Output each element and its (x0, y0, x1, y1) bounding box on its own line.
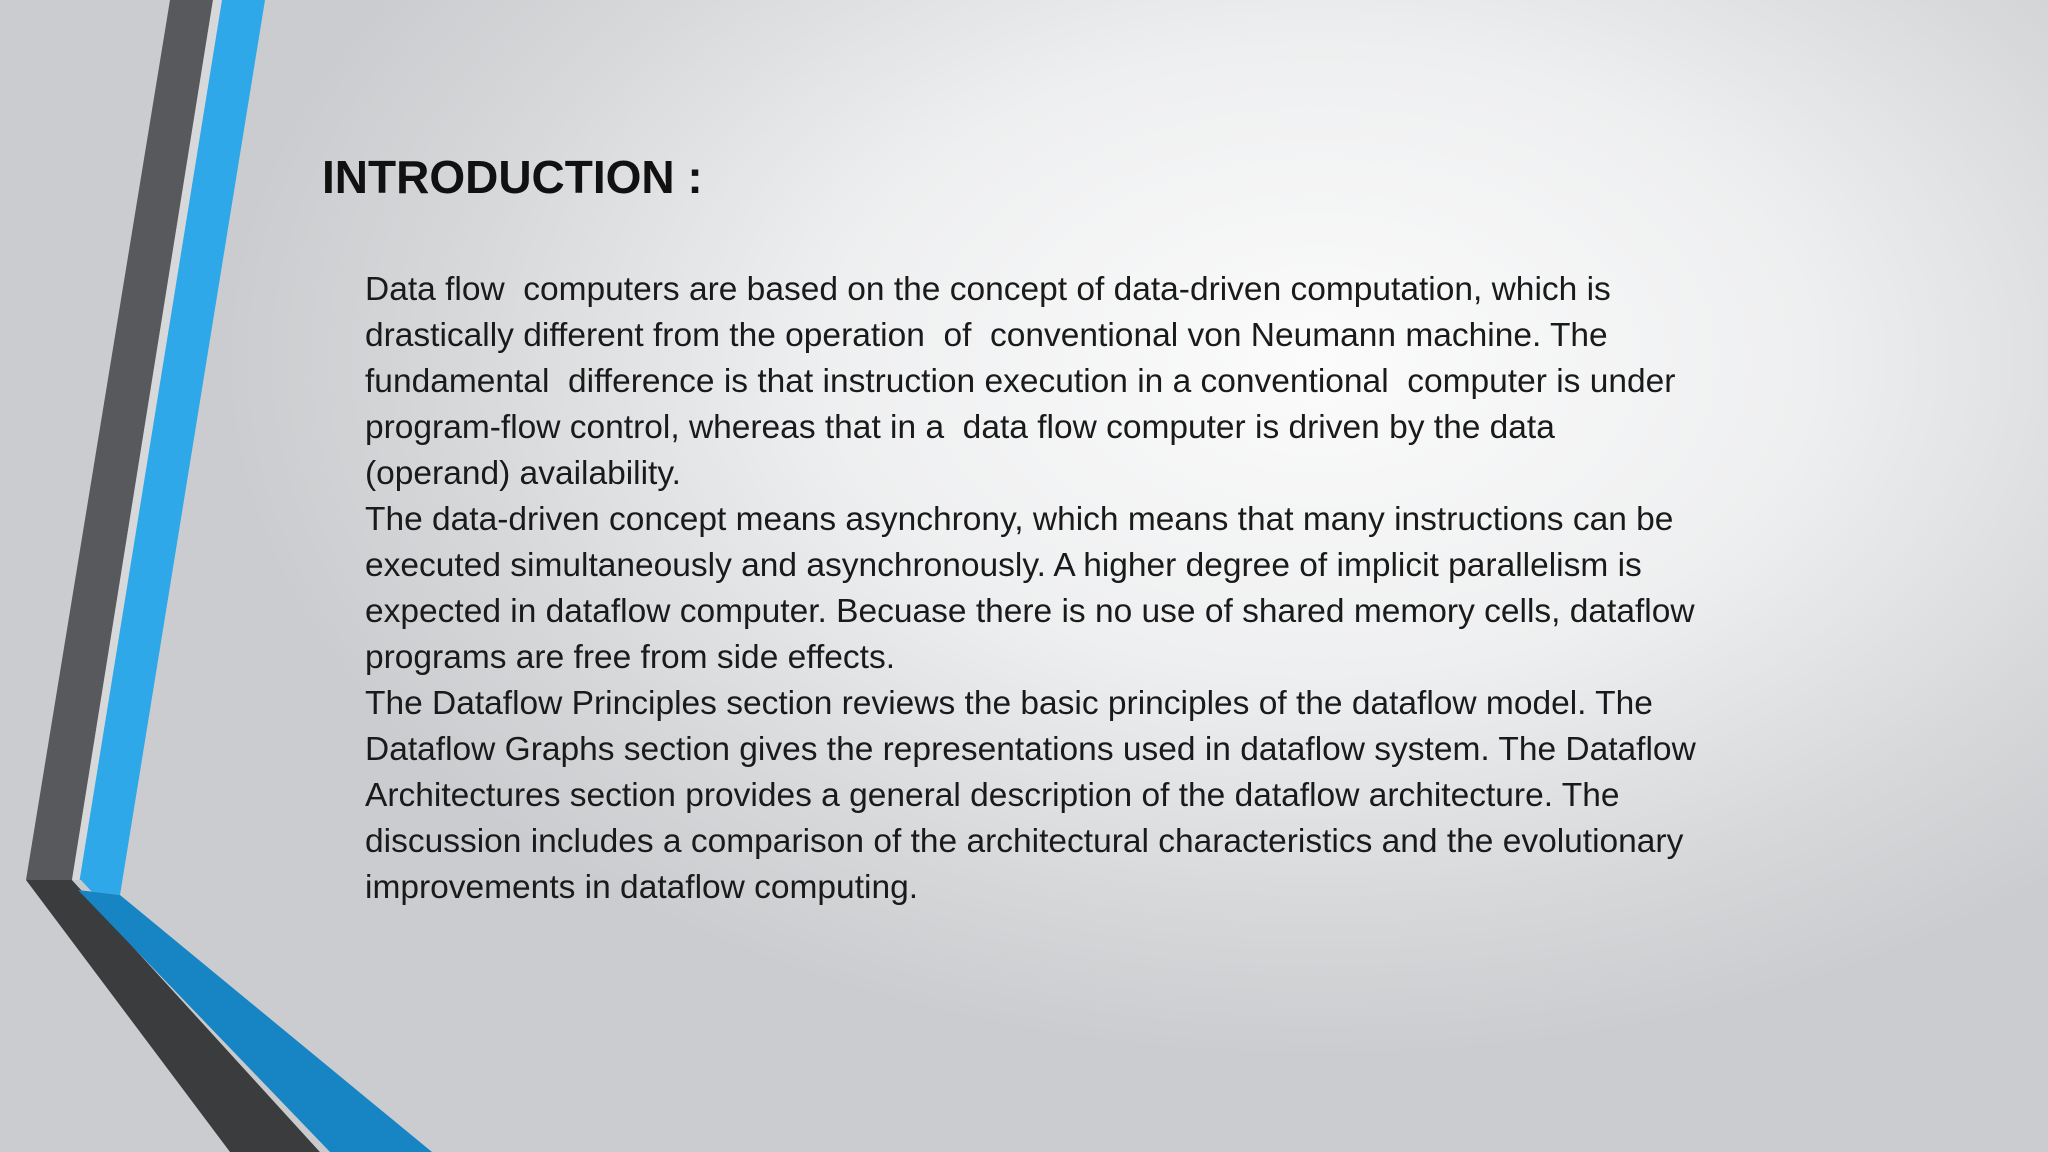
body-line: fundamental difference is that instruction execution in a conventional computer is under (365, 363, 1676, 400)
light-stripe-upper (72, 0, 222, 880)
body-line: program-flow control, whereas that in a data flow computer is driven by the data (365, 409, 1555, 446)
slide-title: INTRODUCTION : (322, 151, 703, 203)
body-line: drastically different from the operation of conventional von Neumann machine. The (365, 317, 1608, 354)
body-line: improvements in dataflow computing. (365, 869, 919, 906)
slide-body (365, 267, 1805, 911)
body-line: executed simultaneously and asynchronously. A higher degree of implicit parallelism is (365, 547, 1642, 584)
body-line: programs are free from side effects. (365, 639, 896, 676)
gray-stripe-lower (26, 880, 320, 1152)
body-line: The Dataflow Principles section reviews the basic principles of the dataflow model. The (365, 685, 1653, 722)
body-line: (operand) availability. (365, 455, 681, 492)
body-line: expected in dataflow computer. Becuase there is no use of shared memory cells, dataflow (365, 593, 1695, 630)
body-line: The data-driven concept means asynchrony, which means that many instructions can be (365, 501, 1674, 538)
body-line: discussion includes a comparison of the architectural characteristics and the evolutionary (365, 823, 1684, 860)
body-line: Architectures section provides a general description of the dataflow architecture. The (365, 777, 1620, 814)
body-line: Dataflow Graphs section gives the representations used in dataflow system. The Dataflow (365, 731, 1696, 768)
body-line: Data flow computers are based on the concept of data-driven computation, which is (365, 271, 1611, 308)
